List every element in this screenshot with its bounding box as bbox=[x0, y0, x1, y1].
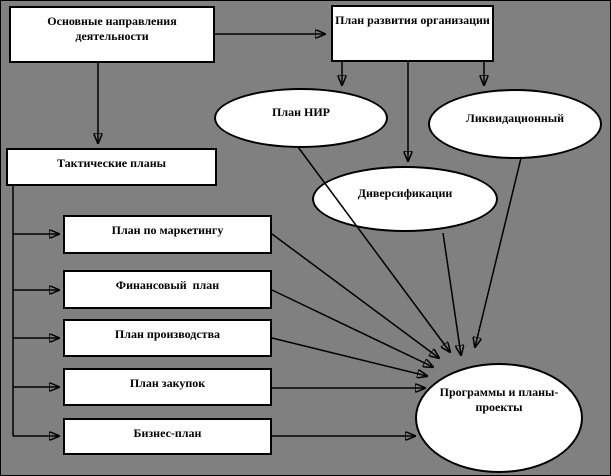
node-diversification-plan-label: Диверсификации bbox=[357, 185, 453, 200]
node-business-plan-label: Бизнес-план bbox=[133, 426, 202, 440]
node-financial-plan bbox=[63, 270, 272, 309]
node-marketing-plan-label: План по маркетингу bbox=[111, 223, 224, 237]
node-financial-plan-label: Финансовый план bbox=[115, 278, 220, 292]
arrow-production-to-programs bbox=[272, 338, 427, 376]
node-production-plan-label: План производства bbox=[114, 327, 221, 341]
node-programs-projects-label: Программы и планы-проекты bbox=[439, 385, 559, 414]
node-nir-plan bbox=[214, 88, 388, 148]
node-programs-projects bbox=[415, 363, 583, 473]
arrow-financial-to-programs bbox=[272, 290, 433, 367]
node-production-plan bbox=[63, 319, 272, 357]
node-procurement-plan bbox=[63, 368, 272, 406]
node-tactical-plans bbox=[6, 148, 217, 186]
arrow-marketing-to-programs bbox=[272, 234, 439, 358]
node-tactical-plans-label: Тактические планы bbox=[56, 156, 167, 170]
node-development-plan-label: План развития организации bbox=[335, 13, 490, 27]
node-liquidation-plan-label: Ликвидационный bbox=[465, 110, 565, 125]
node-liquidation-plan bbox=[428, 89, 602, 159]
node-development-plan bbox=[331, 5, 494, 62]
node-marketing-plan bbox=[63, 215, 272, 254]
node-business-plan bbox=[63, 418, 272, 455]
arrow-diversification-to-programs bbox=[443, 233, 461, 355]
node-procurement-plan-label: План закупок bbox=[129, 376, 206, 390]
node-main-directions bbox=[9, 6, 215, 63]
node-nir-plan-label: План НИР bbox=[272, 104, 330, 119]
node-main-directions-label: Основные направления деятельности bbox=[47, 14, 180, 43]
node-diversification-plan bbox=[312, 166, 498, 232]
